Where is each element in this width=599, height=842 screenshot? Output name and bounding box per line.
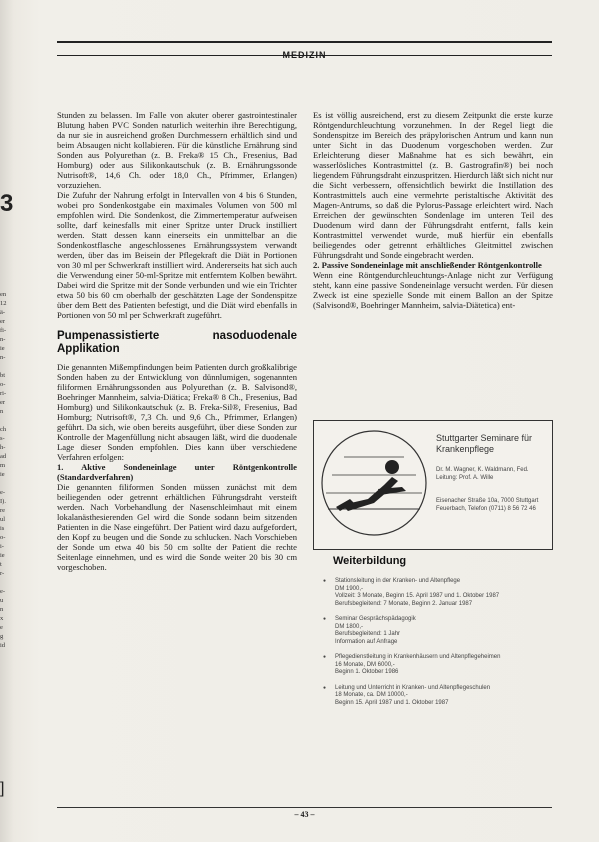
list-item bbox=[321, 578, 547, 608]
gutter-fragment: I). bbox=[0, 498, 6, 505]
gutter-fragment bbox=[0, 479, 14, 488]
section-header bbox=[57, 41, 552, 60]
gutter-fragment bbox=[0, 416, 14, 425]
course-title: ● Leitung und Unterricht in Kranken- und Altenpflegeschulen bbox=[335, 684, 491, 691]
gutter-fragment: i- bbox=[0, 543, 4, 550]
gutter-fragment: en bbox=[0, 291, 7, 298]
gutter-fragment: ch bbox=[0, 426, 7, 433]
course-detail: Beginn 1. Oktober 1986 bbox=[335, 669, 399, 675]
left-column bbox=[57, 110, 297, 572]
ad-banner bbox=[313, 420, 553, 550]
paragraph: Die genannten filiformen Sonden müssen zunächst mit dem beiliegenden oder getrennt erhältlichen Führungsdraht versteift werden. Nach Vorbehandlung der Nasenschleimhaut mit einem lokalanästhesierenden Gel wird die Sonde sodann beim sitzenden Patienten in die Nase eingeführt. Der Patient wird dazu aufgefordert, den Kopf zu beugen und die Sonde zu schlucken. Nach Vorschieben der Sonde um etwa 40 bis 50 cm sollte der Patient die rechte Seitenlage einnehmen, und es wird die Sonde weiter 20 bis 30 cm vorgeschoben. bbox=[57, 482, 297, 572]
gutter-fragment: er bbox=[0, 399, 6, 406]
gutter-fragment: ie bbox=[0, 552, 5, 559]
section-heading: Pumpenassistierte nasoduodenale Applikation bbox=[57, 330, 297, 355]
paragraph: Wenn eine Röntgendurchleuchtungs-Anlage nicht zur Verfügung steht, kann eine passive Sondeneinlage versucht werden. Für diesen Zweck ist eine spezielle Sonde mit einem Ballon an der Spitze (Salvisond®, Boehringer Mannheim, salvia-Diätetica) ent- bbox=[313, 270, 553, 310]
course-detail: Information auf Anfrage bbox=[335, 638, 398, 645]
gutter-fragment: ul bbox=[0, 516, 6, 523]
ad-title: Stuttgarter Seminare für Krankenpflege bbox=[436, 433, 533, 454]
list-item bbox=[321, 654, 547, 677]
course-title: ● Seminar Gesprächspädagogik bbox=[335, 616, 416, 622]
course-detail: Beginn 15. April 1987 und 1. Oktober 1987 bbox=[335, 699, 449, 706]
reclining-figure-logo-icon bbox=[318, 427, 430, 539]
ad-heading: Weiterbildung bbox=[333, 555, 407, 567]
gutter-fragment: m bbox=[0, 462, 6, 469]
paragraph: Es ist völlig ausreichend, erst zu diesem Zeitpunkt die erste kurze Röntgendurchleuchtung vorzunehmen. In der Regel liegt die Sondenspitze im Bereich des präpylorischen Antrum und kann nun unter Sicht in das Duodenum vorgeschoben werden. Zur Erleichterung dieser Maßnahme hat es sich bewährt, ein wasserlösliches Kontrastmittel (z. B. Gastrografin®) bei noch liegendem Führungsdraht einzuspritzen. Hierdurch läßt sich nicht nur die Sicht verbessern, offensichtlich bewirkt die Instillation des Kontrastmittels auch eine vermehrte peristaltische Aktivität des Magen-Antrums, so daß die Pylorus-Passage erleichtert wird. Nach Erreichen der gewünschten Sondenlage im unteren Teil des Duodenum wird dann der Führungsdraht entfernt, falls kein Kontrastmittel verwendet wurde, muß hierfür ein ebenfalls beiliegendes oder getrennt erhältliches Gleitmittel zwischen Führungsdraht und Sonde eingebracht werden. bbox=[313, 110, 553, 260]
course-list bbox=[321, 578, 547, 715]
gutter-fragment: ä- bbox=[0, 309, 6, 316]
gutter-fragment: n bbox=[0, 606, 4, 613]
paragraph: Stunden zu belassen. Im Falle von akuter oberer gastrointestinaler Blutung haben PVC Sonden naturlich weiterhin ihre Berechtigung, da nur sie in ausreichend großen Durchmessern erhältlich sind und beim Absaugen nicht kollabieren. Für die künstliche Ernährung sind Sonden aus Polyurethan (z. B. Freka® 15 Ch., Fresenius, Bad Homburg) oder aus Silikonkautschuk (z. B. Ernährungssonde Nutrisoft®, 14,6 Ch. oder 18,0 Ch., Pfrimmer, Erlangen) vorzuziehen. bbox=[57, 110, 297, 190]
numbered-subheading: 1. Aktive Sondeneinlage unter Röntgenkontrolle (Standardverfahren) bbox=[57, 462, 297, 482]
list-item bbox=[321, 685, 547, 708]
gutter-fragment: ie bbox=[0, 345, 5, 352]
course-title: ● Pflegedienstleitung in Krankenhäusern und Altenpflegeheimen bbox=[335, 654, 501, 660]
gutter-fragment: u bbox=[0, 597, 4, 604]
gutter-fragment: id bbox=[0, 642, 6, 649]
gutter-fragment: t bbox=[0, 561, 2, 568]
gutter-fragment bbox=[0, 578, 14, 587]
course-detail: Berufsbegleitend: 1 Jahr bbox=[335, 631, 401, 637]
advertisement bbox=[313, 420, 553, 780]
gutter-fragment: e- bbox=[0, 588, 6, 595]
gutter-fragment: h- bbox=[0, 444, 6, 451]
gutter-fragment: r- bbox=[0, 570, 5, 577]
paragraph: Die Zufuhr der Nahrung erfolgt in Intervallen von 4 bis 6 Stunden, wobei pro Sondenkostgabe ein maximales Volumen von 500 ml empfohlen wird. Die Sondenkost, die Zimmertemperatur aufweisen sollte, darf keinesfalls mit einer Spritze unter Druck instilliert werden. Statt dessen kann einerseits ein unmittelbar an die Sondenkostflasche angeschlossenes Ernährungssystem verwandt werden, über das im Beisein der Pflegekraft die Diät in Portionen von 30 ml per Schwerkraft instilliert wird. Andererseits hat sich auch die Verwendung einer 50-ml-Spritze mit entferntem Kolben bewährt. Dabei wird die Spritze mit der Sonde verbunden und wie ein Trichter etwa 50 bis 60 cm oberhalb der geschätzten Lage der Sondenspitze über dem Bett des Patienten befestigt, und die Diät wird ebenfalls in Portionen von 50 ml per Schwerkraft zugeführt. bbox=[57, 190, 297, 320]
gutter-fragment: e bbox=[0, 624, 3, 631]
gutter-fragment: is bbox=[0, 525, 5, 532]
page-number: – 43 – bbox=[57, 807, 552, 819]
list-item bbox=[321, 616, 547, 646]
right-column bbox=[313, 110, 553, 310]
gutter-fragment: fi- bbox=[0, 327, 7, 334]
gutter-fragment: x bbox=[0, 615, 4, 622]
course-price: DM 1900,- bbox=[335, 585, 364, 592]
gutter-fragment: 12 bbox=[0, 300, 7, 307]
gutter-fragment: n bbox=[0, 408, 4, 415]
ad-names: Dr. M. Wagner, K. Waldmann, Fed. Leitung: Prof. A. Wille bbox=[436, 467, 529, 481]
gutter-fragment: n- bbox=[0, 336, 6, 343]
paragraph: Die genannten Mißempfindungen beim Patienten durch großkalibrige Sonden haben zu der Entwicklung von dünnlumigen, sogenannten filiformen Ernährungssonden aus Polyurethan (z. B. Salvisond®, Boehringer Mannheim, salvia-Diätica; Freka® 8 Ch., Fresenius, Bad Homburg) und Silikonkautschuk (z. B. Freka-Sil®, Fresenius, Bad Homburg; Nutrisoft®, 7,3 Ch. und 9,6 Ch., Pfrimmer, Erlangen) geführt. Da sich, wie oben bereits ausgeführt, über diese Sonden zur Kontrolle der Magenfüllung nicht absaugen läßt, wird die duodenale Lage dieser Sonden empfohlen. Dies kann über verschiedene Verfahren erfolgen: bbox=[57, 362, 297, 462]
gutter-fragment: e- bbox=[0, 489, 6, 496]
gutter-fragment: er bbox=[0, 318, 6, 325]
gutter-fragment: re bbox=[0, 507, 6, 514]
gutter-fragment: o- bbox=[0, 534, 6, 541]
course-price: 16 Monate, DM 6000,- bbox=[335, 661, 395, 668]
course-detail: Berufsbegleitend: 7 Monate, Beginn 2. Januar 1987 bbox=[335, 600, 473, 607]
course-price: 18 Monate, ca. DM 10000,- bbox=[335, 692, 408, 698]
course-price: DM 1800,- bbox=[335, 623, 364, 630]
gutter-fragment: bt bbox=[0, 372, 6, 379]
ad-address: Eisenacher Straße 10a, 7000 Stuttgart Feuerbach, Telefon (0711) 8 56 72 46 bbox=[436, 498, 539, 512]
gutter-fragment: ad bbox=[0, 453, 7, 460]
gutter-fragment bbox=[0, 362, 14, 371]
gutter-fragment: s- bbox=[0, 435, 5, 442]
course-detail: Vollzeit: 3 Monate, Beginn 15. April 1987 und 1. Oktober 1987 bbox=[335, 593, 500, 599]
gutter-bracket-top: 3 bbox=[0, 190, 14, 217]
gutter-bracket-bottom: ] bbox=[0, 780, 5, 797]
gutter-fragment: ie bbox=[0, 471, 5, 478]
section-title: MEDIZIN bbox=[282, 50, 327, 60]
gutter-fragment: o- bbox=[0, 381, 6, 388]
course-title: ● Stationsleitung in der Kranken- und Altenpflege bbox=[335, 578, 461, 584]
gutter-fragment: n- bbox=[0, 354, 6, 361]
gutter-text-fragments bbox=[0, 290, 14, 650]
gutter-fragment: ri- bbox=[0, 390, 7, 397]
numbered-subheading: 2. Passive Sondeneinlage mit anschließender Röntgenkontrolle bbox=[313, 260, 542, 270]
gutter-fragment: g bbox=[0, 633, 4, 640]
